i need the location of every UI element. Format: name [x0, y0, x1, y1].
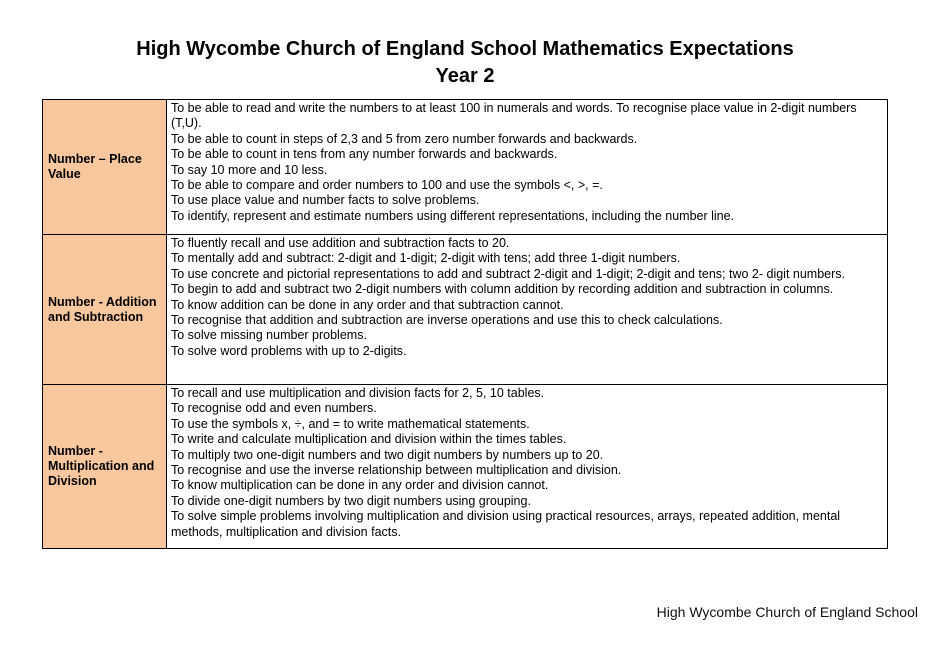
expectation-item: To begin to add and subtract two 2-digit numbers with column addition by recording addition and subtraction in columns. [171, 282, 834, 297]
expectation-item: To be able to read and write the numbers to at least 100 in numerals and words. To recognise place value in 2-digit numbers (T,U). [171, 101, 857, 131]
strand-label: Number - Multiplication and Division [43, 385, 167, 549]
expectation-item: To solve simple problems involving multiplication and division using practical resources, arrays, repeated addition, mental methods, multiplication and division facts. [171, 509, 841, 539]
expectation-item: To fluently recall and use addition and subtraction facts to 20. [171, 236, 510, 250]
page-title [0, 36, 930, 90]
strand-expectations [167, 235, 888, 385]
expectation-item: To know addition can be done in any order and that subtraction cannot. [171, 297, 564, 312]
expectation-item: To use concrete and pictorial representations to add and subtract 2-digit and 1-digit; 2-digit and tens; two 2- digit numbers. [171, 266, 845, 281]
expectation-item: To be able to compare and order numbers to 100 and use the symbols <, >, =. [171, 178, 603, 193]
footer-school-name: High Wycombe Church of England School [656, 604, 918, 620]
expectation-item: To divide one-digit numbers by two digit numbers using grouping. [171, 493, 531, 508]
expectation-item: To identify, represent and estimate numbers using different representations, including the number line. [171, 208, 735, 223]
strand-expectations [167, 385, 888, 549]
title-line-2: Year 2 [435, 65, 495, 87]
expectation-item: To recall and use multiplication and division facts for 2, 5, 10 tables. [171, 386, 545, 400]
table-row-place-value [43, 100, 888, 235]
expectation-item: To multiply two one-digit numbers and two digit numbers by numbers up to 20. [171, 447, 604, 462]
expectation-item: To say 10 more and 10 less. [171, 162, 328, 177]
expectation-item: To be able to count in steps of 2,3 and 5 from zero number forwards and backwards. [171, 131, 638, 146]
table-row-multiplication-division [43, 385, 888, 549]
expectation-item: To recognise that addition and subtraction are inverse operations and use this to check calculations. [171, 313, 723, 328]
expectation-item: To solve missing number problems. [171, 328, 367, 343]
expectation-item: To recognise odd and even numbers. [171, 401, 377, 416]
strand-expectations [167, 100, 888, 235]
expectation-item: To use the symbols x, ÷, and = to write mathematical statements. [171, 416, 530, 431]
expectation-item: To solve word problems with up to 2-digits. [171, 343, 407, 358]
table-row-addition-subtraction [43, 235, 888, 385]
strand-label: Number – Place Value [43, 100, 167, 235]
expectation-item: To mentally add and subtract: 2-digit and 1-digit; 2-digit with tens; add three 1-digit numbers. [171, 251, 681, 266]
expectation-item: To use place value and number facts to solve problems. [171, 193, 480, 208]
expectations-table [42, 99, 888, 549]
strand-label: Number - Addition and Subtraction [43, 235, 167, 385]
title-line-1: High Wycombe Church of England School Mathematics Expectations [136, 38, 794, 60]
expectation-item: To recognise and use the inverse relationship between multiplication and division. [171, 463, 622, 478]
expectation-item: To know multiplication can be done in any order and division cannot. [171, 478, 549, 493]
expectation-item: To write and calculate multiplication and division within the times tables. [171, 432, 567, 447]
expectation-item: To be able to count in tens from any number forwards and backwards. [171, 147, 558, 162]
